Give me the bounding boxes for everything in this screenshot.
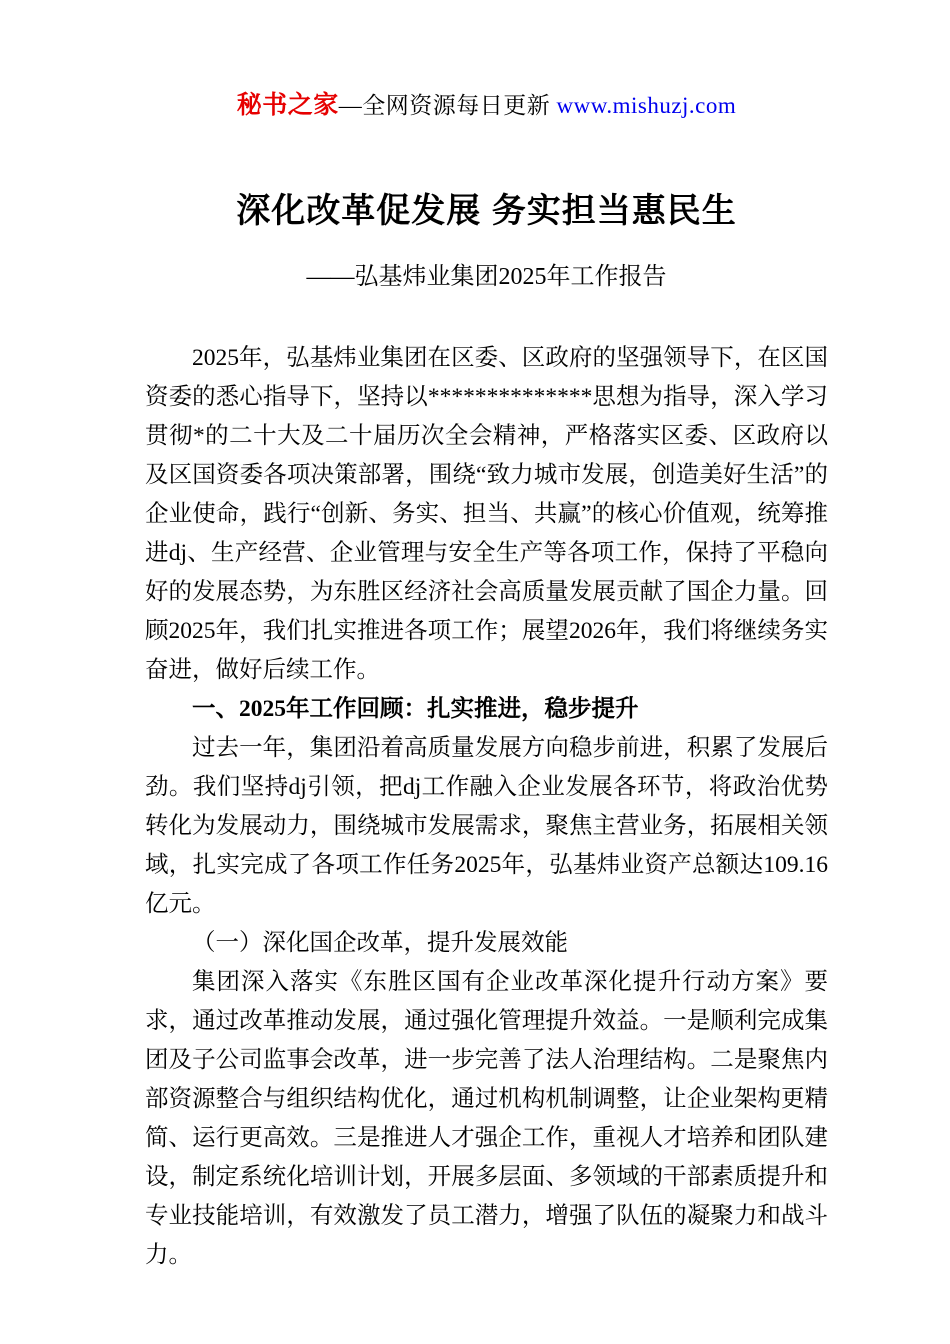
site-tagline: —全网资源每日更新 (338, 93, 557, 118)
document-subtitle: ——弘基炜业集团2025年工作报告 (306, 264, 667, 290)
document-body (145, 339, 828, 1275)
document-title: 深化改革促发展 务实担当惠民生 (236, 192, 737, 230)
site-brand: 秘书之家 (236, 92, 339, 119)
section-heading: 一、2025年工作回顾：扎实推进，稳步提升 (192, 696, 639, 722)
site-header (145, 85, 828, 121)
subsection-heading: （一）深化国企改革，提升发展效能 (192, 930, 568, 956)
body-paragraph: 集团深入落实《东胜区国有企业改革深化提升行动方案》要求，通过改革推动发展，通过强化管理提升效益。一是顺利完成集团及子公司监事会改革，进一步完善了法人治理结构。二是聚焦内部资源整合与组织结构优化，通过机构机制调整，让企业架构更精简、运行更高效。三是推进人才强企工作，重视人才培养和团队建设，制定系统化培训计划，开展多层面、多领域的干部素质提升和专业技能培训，有效激发了员工潜力，增强了队伍的凝聚力和战斗力。 (145, 969, 828, 1268)
body-paragraph: 2025年，弘基炜业集团在区委、区政府的坚强领导下，在区国资委的悉心指导下，坚持以**************思想为指导，深入学习贯彻*的二十大及二十届历次全会精神，严格落实区委、区政府以及区国资委各项决策部署，围绕“致力城市发展，创造美好生活”的企业使命，践行“创新、务实、担当、共赢”的核心价值观，统筹推进dj、生产经营、企业管理与安全生产等各项工作，保持了平稳向好的发展态势，为东胜区经济社会高质量发展贡献了国企力量。回顾2025年，我们扎实推进各项工作；展望2026年，我们将继续务实奋进，做好后续工作。 (145, 345, 828, 683)
body-paragraph: 过去一年，集团沿着高质量发展方向稳步前进，积累了发展后劲。我们坚持dj引领，把dj工作融入企业发展各环节，将政治优势转化为发展动力，围绕城市发展需求，聚焦主营业务，拓展相关领域，扎实完成了各项工作任务2025年，弘基炜业资产总额达109.16亿元。 (145, 735, 828, 917)
site-url-link[interactable]: www.mishuzj.com (556, 93, 737, 118)
